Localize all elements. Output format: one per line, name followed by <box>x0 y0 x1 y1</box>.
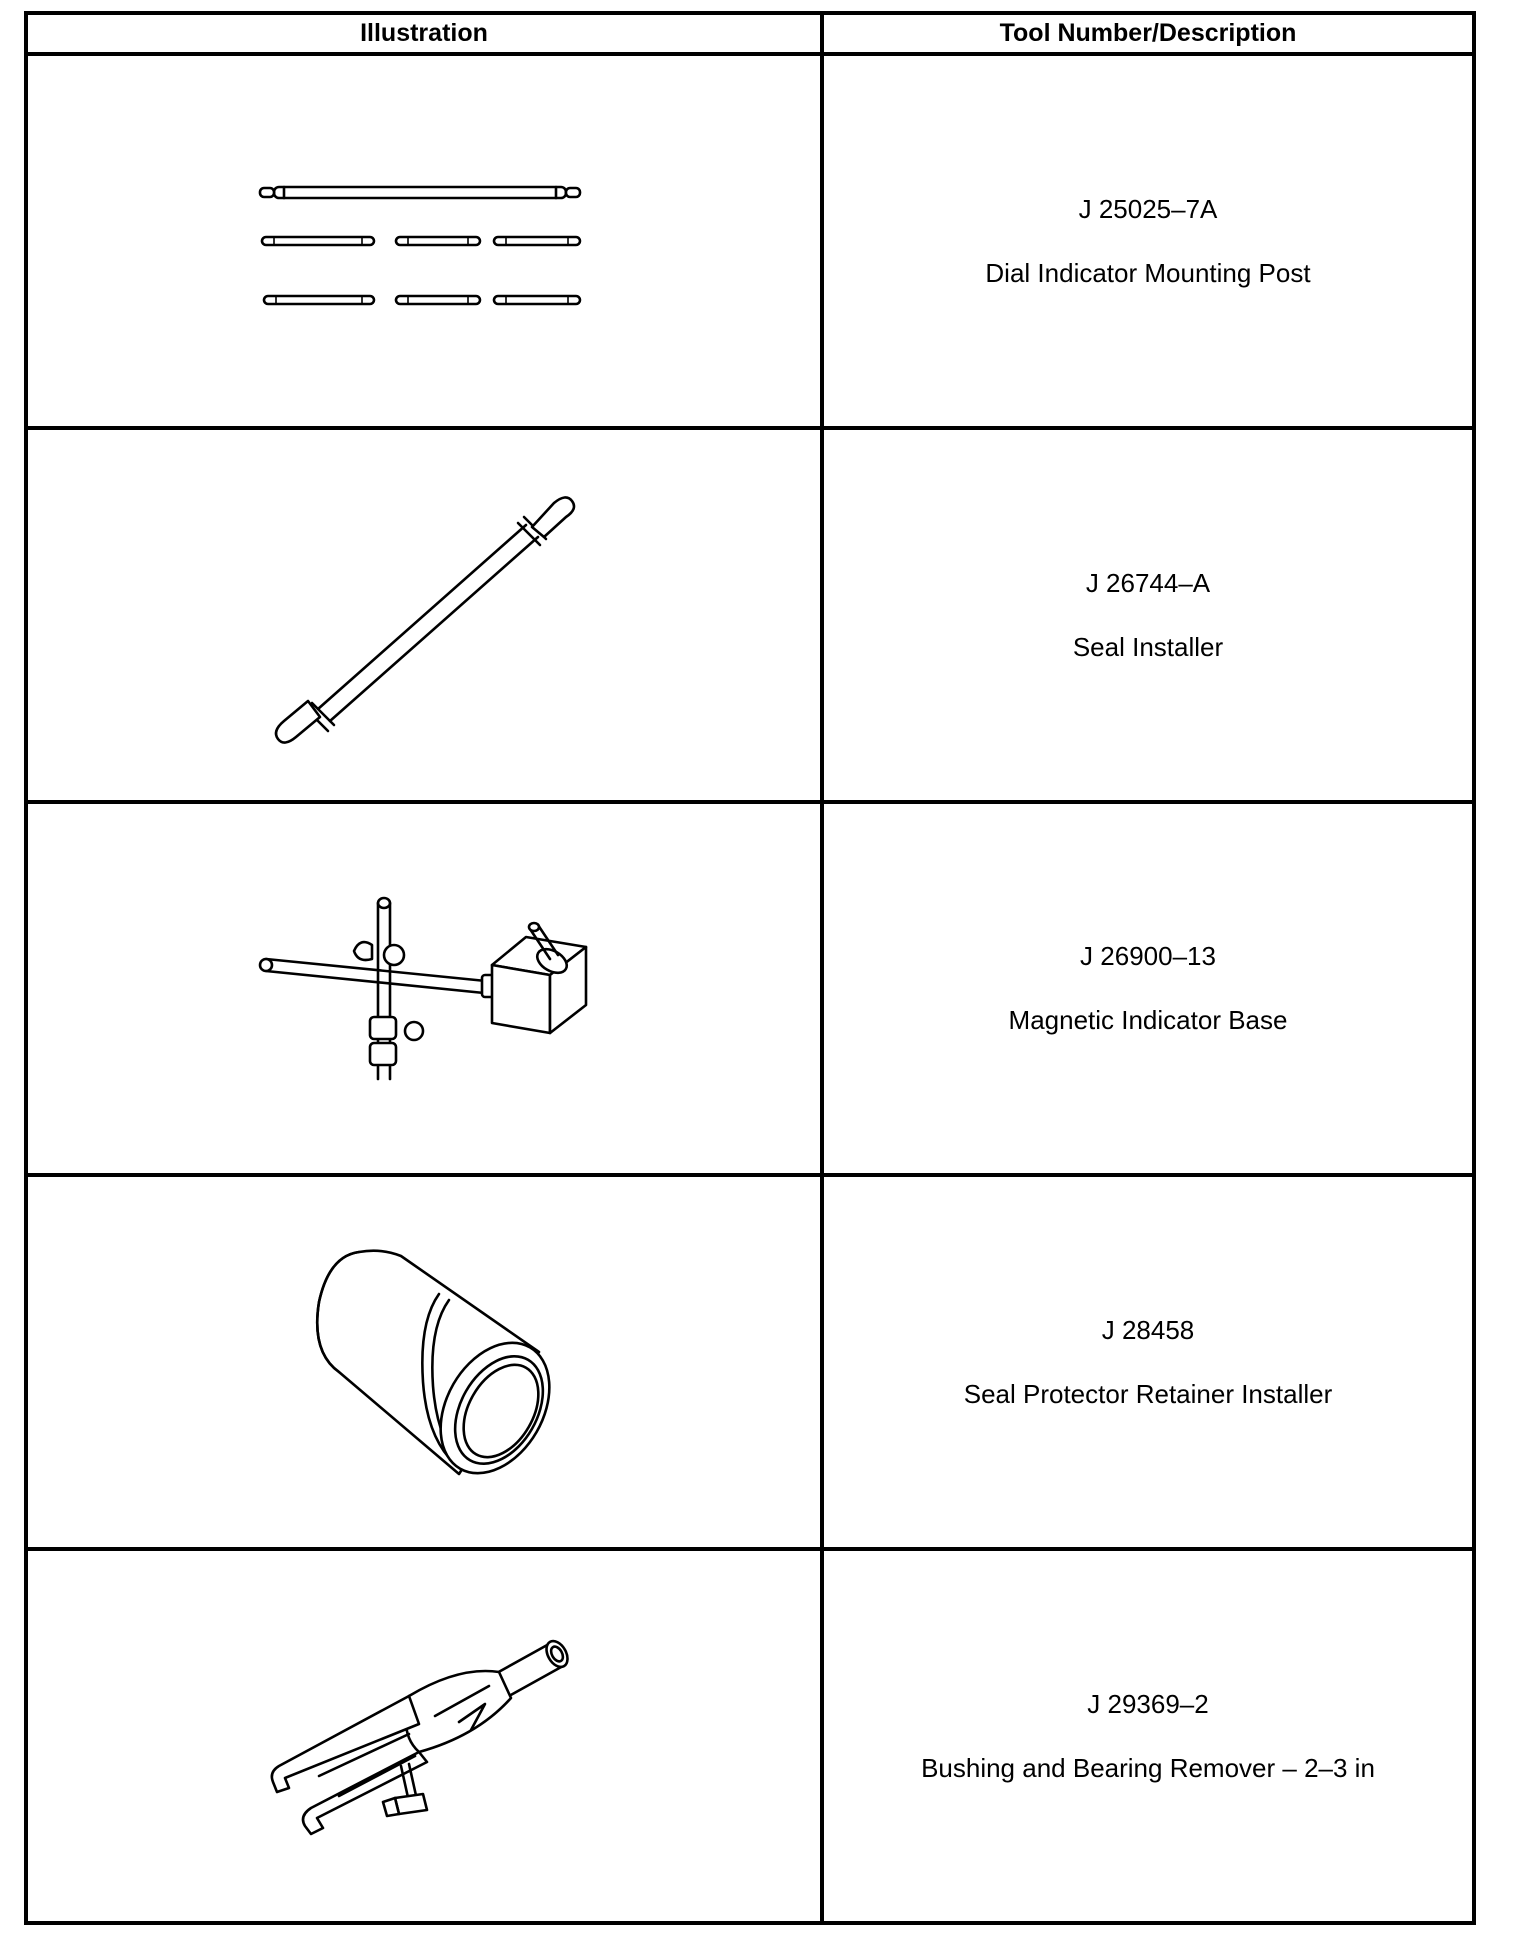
retainer-installer-icon <box>289 1242 559 1482</box>
tool-description: Seal Installer <box>1072 631 1224 662</box>
illustration-cell <box>26 54 822 428</box>
description-cell <box>822 802 1474 1176</box>
special-tools-table <box>24 11 1476 1925</box>
tool-number: J 29369–2 <box>1087 1689 1209 1720</box>
tool-description: Dial Indicator Mounting Post <box>985 257 1311 288</box>
table-row <box>26 1175 1474 1549</box>
header-tool-number-description: Tool Number/Description <box>822 13 1474 54</box>
description-cell <box>822 54 1474 428</box>
table-row <box>26 1549 1474 1923</box>
table-row <box>26 428 1474 802</box>
header-illustration: Illustration <box>26 13 822 54</box>
bushing-remover-icon <box>259 1626 589 1846</box>
table-row <box>26 802 1474 1176</box>
tool-number: J 28458 <box>1101 1315 1195 1346</box>
tool-description: Seal Protector Retainer Installer <box>963 1379 1333 1410</box>
illustration-cell <box>26 1175 822 1549</box>
illustration-cell <box>26 428 822 802</box>
description-cell <box>822 428 1474 802</box>
description-cell <box>822 1549 1474 1923</box>
header-row <box>26 13 1474 54</box>
tool-description: Bushing and Bearing Remover – 2–3 in <box>921 1753 1375 1784</box>
illustration-cell <box>26 802 822 1176</box>
tool-number: J 26900–13 <box>1080 941 1216 972</box>
table-row <box>26 54 1474 428</box>
seal-installer-icon <box>264 475 584 755</box>
tool-number: J 25025–7A <box>1078 193 1218 224</box>
illustration-cell <box>26 1549 822 1923</box>
magnetic-base-icon <box>254 893 594 1083</box>
tool-description: Magnetic Indicator Base <box>1008 1005 1288 1036</box>
mounting-posts-icon <box>254 171 594 311</box>
tool-number: J 26744–A <box>1085 567 1211 598</box>
description-cell <box>822 1175 1474 1549</box>
